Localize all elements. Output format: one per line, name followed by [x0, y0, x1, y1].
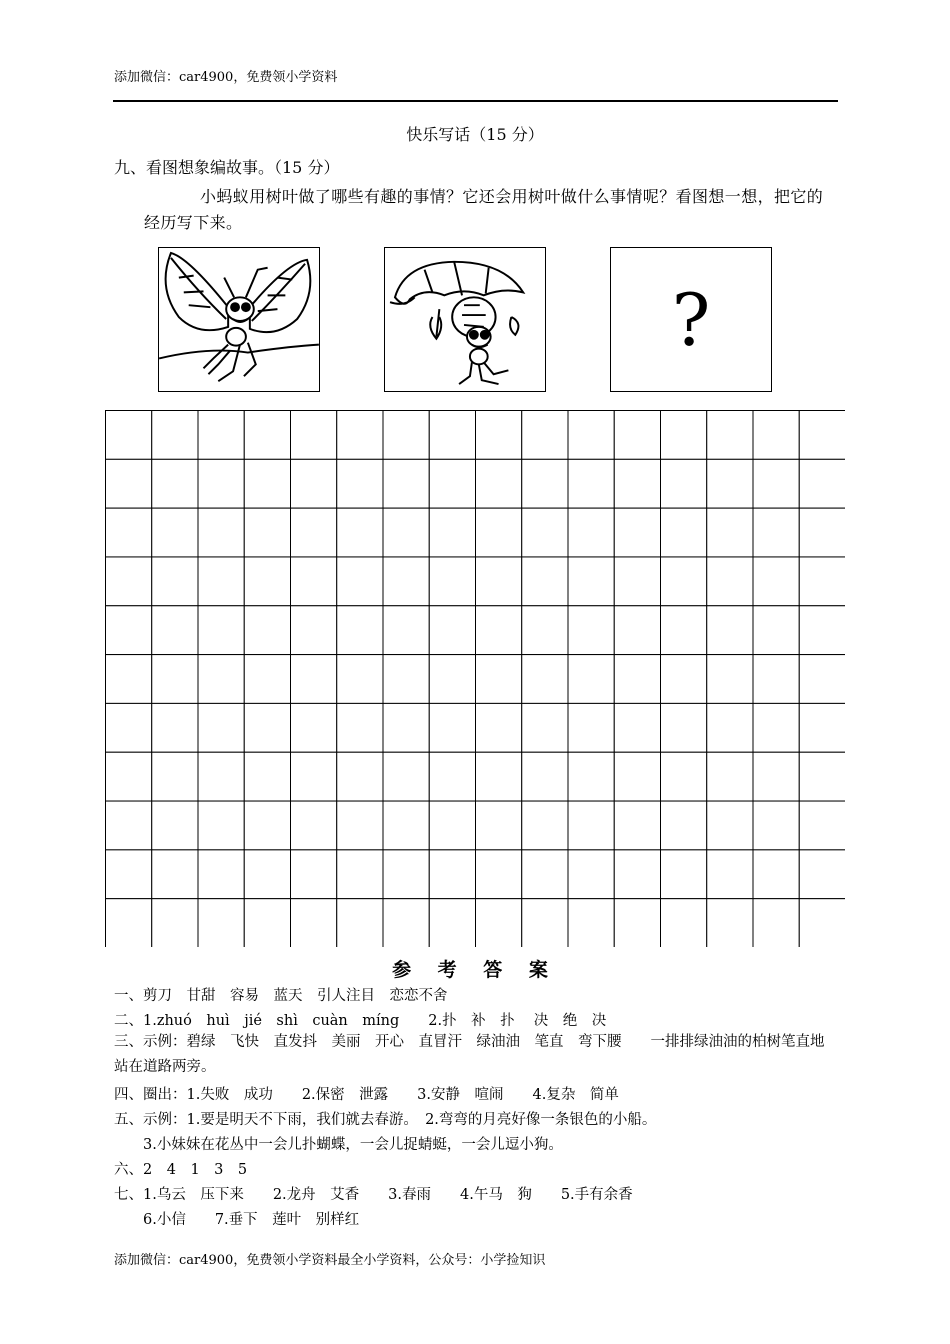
grid-cell[interactable] — [198, 801, 244, 850]
grid-cell[interactable] — [753, 703, 799, 752]
grid-cell[interactable] — [614, 606, 660, 655]
grid-cell[interactable] — [476, 508, 522, 557]
ant-leaf-wings-icon — [159, 248, 319, 391]
grid-cell[interactable] — [383, 557, 429, 606]
grid-cell[interactable] — [106, 655, 152, 704]
grid-cell[interactable] — [244, 557, 290, 606]
grid-cell[interactable] — [198, 703, 244, 752]
grid-cell[interactable] — [707, 655, 753, 704]
grid-cell[interactable] — [476, 557, 522, 606]
grid-cell[interactable] — [337, 508, 383, 557]
grid-cell[interactable] — [429, 557, 475, 606]
grid-cell[interactable] — [753, 850, 799, 899]
grid-cell[interactable] — [244, 606, 290, 655]
question-mark: ? — [671, 278, 711, 362]
grid-cell[interactable] — [383, 801, 429, 850]
page-footer: 添加微信：car4900，免费领小学资料最全小学资料，公众号：小学捡知识 — [114, 1253, 546, 1268]
grid-cell[interactable] — [522, 508, 568, 557]
grid-cell[interactable] — [429, 899, 475, 947]
grid-cell[interactable] — [707, 703, 753, 752]
grid-cell[interactable] — [476, 899, 522, 947]
grid-cell[interactable] — [661, 557, 707, 606]
grid-cell[interactable] — [707, 459, 753, 508]
grid-cell[interactable] — [799, 411, 845, 460]
grid-cell[interactable] — [614, 557, 660, 606]
picture-question — [610, 247, 772, 392]
grid-cell[interactable] — [522, 801, 568, 850]
grid-cell[interactable] — [707, 606, 753, 655]
grid-cell[interactable] — [198, 557, 244, 606]
answer-line-7: 六、2 4 1 3 5 — [114, 1162, 248, 1178]
grid-cell[interactable] — [614, 411, 660, 460]
grid-cell[interactable] — [707, 801, 753, 850]
page-header: 添加微信：car4900，免费领小学资料 — [114, 70, 338, 85]
grid-cell[interactable] — [799, 899, 845, 947]
grid-cell[interactable] — [614, 752, 660, 801]
grid-cell[interactable] — [476, 850, 522, 899]
grid-cell[interactable] — [337, 850, 383, 899]
grid-cell[interactable] — [429, 508, 475, 557]
grid-cell[interactable] — [522, 850, 568, 899]
picture-ant-umbrella — [384, 247, 546, 392]
grid-cell[interactable] — [568, 899, 614, 947]
grid-cell[interactable] — [476, 703, 522, 752]
grid-cell[interactable] — [568, 508, 614, 557]
grid-cell[interactable] — [106, 801, 152, 850]
answer-line-2: 二、1.zhuó huì jié shì cuàn míng 2.扑 补 扑 决 绝 决 — [114, 1013, 607, 1029]
grid-cell[interactable] — [614, 850, 660, 899]
grid-cell[interactable] — [707, 899, 753, 947]
grid-cell[interactable] — [152, 459, 198, 508]
grid-cell[interactable] — [244, 459, 290, 508]
grid-cell[interactable] — [198, 655, 244, 704]
grid-cell[interactable] — [753, 899, 799, 947]
grid-cell[interactable] — [707, 508, 753, 557]
grid-cell[interactable] — [476, 411, 522, 460]
grid-cell[interactable] — [106, 557, 152, 606]
grid-cell[interactable] — [429, 655, 475, 704]
grid-cell[interactable] — [522, 752, 568, 801]
grid-cell[interactable] — [753, 411, 799, 460]
grid-cell[interactable] — [568, 557, 614, 606]
ant-leaf-umbrella-icon — [385, 248, 545, 391]
grid-cell[interactable] — [106, 899, 152, 947]
grid-cell[interactable] — [522, 899, 568, 947]
answer-line-9: 6.小信 7.垂下 莲叶 别样红 — [114, 1212, 360, 1228]
grid-cell[interactable] — [568, 801, 614, 850]
grid-cell[interactable] — [106, 703, 152, 752]
grid-cell[interactable] — [476, 752, 522, 801]
grid-cell[interactable] — [429, 752, 475, 801]
grid-cell[interactable] — [152, 606, 198, 655]
grid-cell[interactable] — [799, 606, 845, 655]
grid-cell[interactable] — [799, 703, 845, 752]
grid-cell[interactable] — [152, 850, 198, 899]
grid-cell[interactable] — [383, 899, 429, 947]
grid-cell[interactable] — [799, 655, 845, 704]
grid-cell[interactable] — [614, 899, 660, 947]
grid-cell[interactable] — [291, 411, 337, 460]
grid-cell[interactable] — [198, 850, 244, 899]
grid-cell[interactable] — [383, 459, 429, 508]
answer-line-4: 四、圈出：1.失败 成功 2.保密 泄露 3.安静 喧闹 4.复杂 简单 — [114, 1087, 619, 1103]
grid-cell[interactable] — [383, 606, 429, 655]
grid-cell[interactable] — [106, 411, 152, 460]
grid-cell[interactable] — [198, 411, 244, 460]
grid-cell[interactable] — [753, 752, 799, 801]
grid-cell[interactable] — [799, 557, 845, 606]
grid-cell[interactable] — [476, 655, 522, 704]
grid-cell[interactable] — [799, 459, 845, 508]
grid-cell[interactable] — [106, 850, 152, 899]
answer-line-8: 七、1.乌云 压下来 2.龙舟 艾香 3.春雨 4.午马 狗 5.手有余香 — [114, 1187, 633, 1203]
grid-cell[interactable] — [661, 703, 707, 752]
grid-cell[interactable] — [383, 703, 429, 752]
grid-cell[interactable] — [661, 655, 707, 704]
grid-cell[interactable] — [614, 801, 660, 850]
grid-cell[interactable] — [291, 459, 337, 508]
question-prompt: 小蚂蚁用树叶做了哪些有趣的事情？它还会用树叶做什么事情呢？看图想一想，把它的经历写下来。 — [144, 187, 824, 232]
grid-cell[interactable] — [568, 606, 614, 655]
grid-cell[interactable] — [614, 508, 660, 557]
grid-cell[interactable] — [337, 606, 383, 655]
grid-cell[interactable] — [522, 459, 568, 508]
grid-cell[interactable] — [799, 752, 845, 801]
grid-cell[interactable] — [661, 508, 707, 557]
grid-cell[interactable] — [476, 459, 522, 508]
grid-cell[interactable] — [522, 606, 568, 655]
grid-cell[interactable] — [244, 655, 290, 704]
grid-cell[interactable] — [753, 508, 799, 557]
grid-cell[interactable] — [429, 850, 475, 899]
grid-cell[interactable] — [614, 655, 660, 704]
grid-cell[interactable] — [106, 459, 152, 508]
grid-cell[interactable] — [106, 606, 152, 655]
grid-cell[interactable] — [522, 655, 568, 704]
grid-cell[interactable] — [337, 801, 383, 850]
grid-cell[interactable] — [244, 850, 290, 899]
writing-grid[interactable] — [105, 410, 845, 947]
grid-cell[interactable] — [198, 508, 244, 557]
grid-cell[interactable] — [337, 557, 383, 606]
grid-cell[interactable] — [661, 606, 707, 655]
answer-line-6: 3.小妹妹在花丛中一会儿扑蝴蝶，一会儿捉蜻蜓，一会儿逗小狗。 — [114, 1137, 563, 1153]
grid-cell[interactable] — [429, 703, 475, 752]
grid-cell[interactable] — [198, 606, 244, 655]
grid-cell[interactable] — [383, 508, 429, 557]
grid-cell[interactable] — [383, 411, 429, 460]
grid-cell[interactable] — [429, 411, 475, 460]
grid-cell[interactable] — [614, 703, 660, 752]
grid-cell[interactable] — [799, 850, 845, 899]
grid-cell[interactable] — [707, 850, 753, 899]
grid-cell[interactable] — [291, 850, 337, 899]
answer-line-5: 五、示例：1.要是明天不下雨，我们就去春游。 2.弯弯的月亮好像一条银色的小船。 — [114, 1112, 657, 1128]
grid-cell[interactable] — [152, 508, 198, 557]
grid-cell[interactable] — [244, 801, 290, 850]
question-9: 九、看图想象编故事。（15 分） — [114, 158, 340, 177]
grid-cell[interactable] — [244, 411, 290, 460]
grid-cell[interactable] — [568, 459, 614, 508]
grid-cell[interactable] — [568, 752, 614, 801]
grid-cell[interactable] — [753, 459, 799, 508]
grid-cell[interactable] — [568, 703, 614, 752]
grid-cell[interactable] — [291, 557, 337, 606]
grid-cell[interactable] — [337, 899, 383, 947]
grid-cell[interactable] — [568, 411, 614, 460]
grid-cell[interactable] — [476, 801, 522, 850]
answers-title: 参 考 答 案 — [392, 959, 558, 981]
grid-cell[interactable] — [291, 508, 337, 557]
grid-cell[interactable] — [522, 411, 568, 460]
grid-cell[interactable] — [707, 752, 753, 801]
grid-cell[interactable] — [429, 459, 475, 508]
grid-cell[interactable] — [291, 752, 337, 801]
grid-cell[interactable] — [568, 850, 614, 899]
grid-cell[interactable] — [106, 752, 152, 801]
grid-cell[interactable] — [568, 655, 614, 704]
grid-cell[interactable] — [244, 703, 290, 752]
grid-cell[interactable] — [337, 411, 383, 460]
grid-cell[interactable] — [753, 557, 799, 606]
picture-ant-flying — [158, 247, 320, 392]
grid-cell[interactable] — [106, 508, 152, 557]
grid-cell[interactable] — [753, 606, 799, 655]
grid-cell[interactable] — [152, 557, 198, 606]
grid-cell[interactable] — [522, 703, 568, 752]
grid-cell[interactable] — [198, 899, 244, 947]
grid-cell[interactable] — [337, 459, 383, 508]
answer-line-3: 三、示例：碧绿 飞快 直发抖 美丽 开心 直冒汗 绿油油 笔直 弯下腰 一排排绿油油的柏树笔直地站在道路两旁。 — [114, 1034, 825, 1075]
grid-cell[interactable] — [198, 459, 244, 508]
grid-cell[interactable] — [291, 703, 337, 752]
grid-cell[interactable] — [152, 655, 198, 704]
grid-cell[interactable] — [337, 703, 383, 752]
grid-cell[interactable] — [707, 411, 753, 460]
grid-cell[interactable] — [152, 752, 198, 801]
grid-cell[interactable] — [291, 655, 337, 704]
grid-cell[interactable] — [244, 752, 290, 801]
header-rule — [113, 100, 838, 102]
grid-cell[interactable] — [337, 752, 383, 801]
grid-cell[interactable] — [661, 850, 707, 899]
grid-cell[interactable] — [152, 411, 198, 460]
grid-cell[interactable] — [198, 752, 244, 801]
grid-cell[interactable] — [614, 459, 660, 508]
grid-cell[interactable] — [522, 557, 568, 606]
grid-cell[interactable] — [661, 459, 707, 508]
answer-line-1: 一、剪刀 甘甜 容易 蓝天 引人注目 恋恋不舍 — [114, 988, 448, 1004]
grid-cell[interactable] — [753, 801, 799, 850]
grid-cell[interactable] — [661, 411, 707, 460]
grid-cell[interactable] — [707, 557, 753, 606]
grid-cell[interactable] — [753, 655, 799, 704]
grid-cell[interactable] — [476, 606, 522, 655]
grid-cell[interactable] — [661, 899, 707, 947]
grid-cell[interactable] — [152, 899, 198, 947]
grid-cell[interactable] — [291, 801, 337, 850]
grid-cell[interactable] — [383, 752, 429, 801]
grid-cell[interactable] — [661, 801, 707, 850]
grid-cell[interactable] — [661, 752, 707, 801]
grid-cell[interactable] — [337, 655, 383, 704]
grid-cell[interactable] — [383, 850, 429, 899]
section-title: 快乐写话（15 分） — [406, 125, 544, 144]
grid-cell[interactable] — [291, 899, 337, 947]
grid-cell[interactable] — [383, 655, 429, 704]
grid-cell[interactable] — [244, 899, 290, 947]
grid-cell[interactable] — [152, 801, 198, 850]
grid-cell[interactable] — [152, 703, 198, 752]
grid-cell[interactable] — [244, 508, 290, 557]
grid-cell[interactable] — [291, 606, 337, 655]
grid-cell[interactable] — [429, 606, 475, 655]
grid-cell[interactable] — [799, 801, 845, 850]
grid-cell[interactable] — [799, 508, 845, 557]
grid-cell[interactable] — [429, 801, 475, 850]
